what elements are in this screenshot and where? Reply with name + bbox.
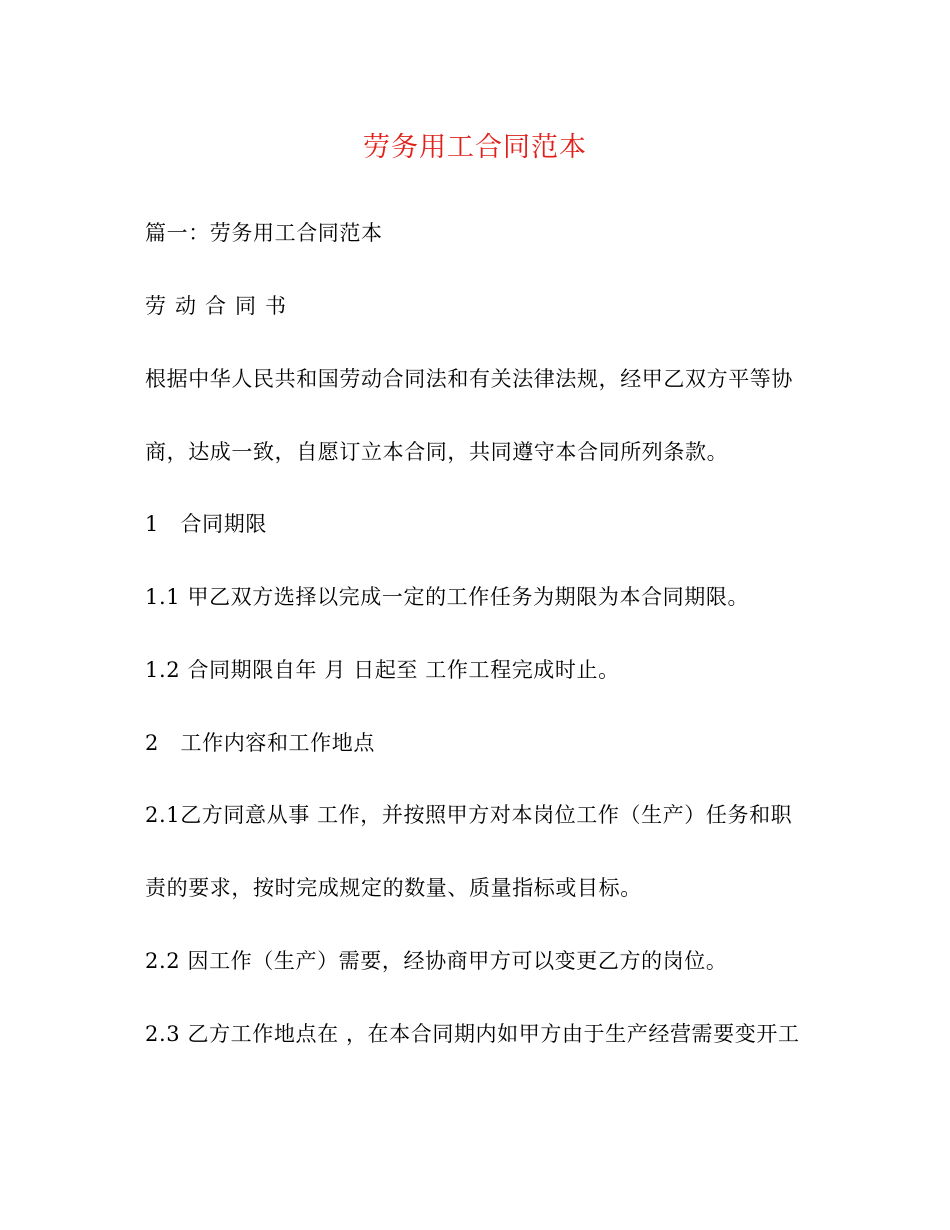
clause-heading: 1 合同期限 — [145, 512, 267, 536]
paragraph-line: 商，达成一致，自愿订立本合同，共同遵守本合同所列条款。 — [145, 440, 729, 464]
document-title: 劳务用工合同范本 — [363, 132, 587, 163]
clause-line: 1.1 甲乙双方选择以完成一定的工作任务为期限为本合同期限。 — [145, 585, 750, 609]
clause-line: 2.2 因工作（生产）需要，经协商甲方可以变更乙方的岗位。 — [145, 949, 728, 973]
clause-line: 2.3 乙方工作地点在 ，在本合同期内如甲方由于生产经营需要变开工 — [145, 1022, 800, 1046]
clause-line: 2.1乙方同意从事 工作，并按照甲方对本岗位工作（生产）任务和职 — [145, 803, 793, 827]
clause-heading: 2 工作内容和工作地点 — [145, 731, 375, 755]
clause-line: 1.2 合同期限自年 月 日起至 工作工程完成时止。 — [145, 658, 620, 682]
clause-line: 责的要求，按时完成规定的数量、质量指标或目标。 — [145, 876, 642, 900]
section-heading: 篇一：劳务用工合同范本 — [145, 221, 383, 245]
paragraph-line: 根据中华人民共和国劳动合同法和有关法律法规，经甲乙双方平等协 — [145, 367, 793, 391]
contract-heading: 劳动合同书 — [145, 294, 295, 318]
